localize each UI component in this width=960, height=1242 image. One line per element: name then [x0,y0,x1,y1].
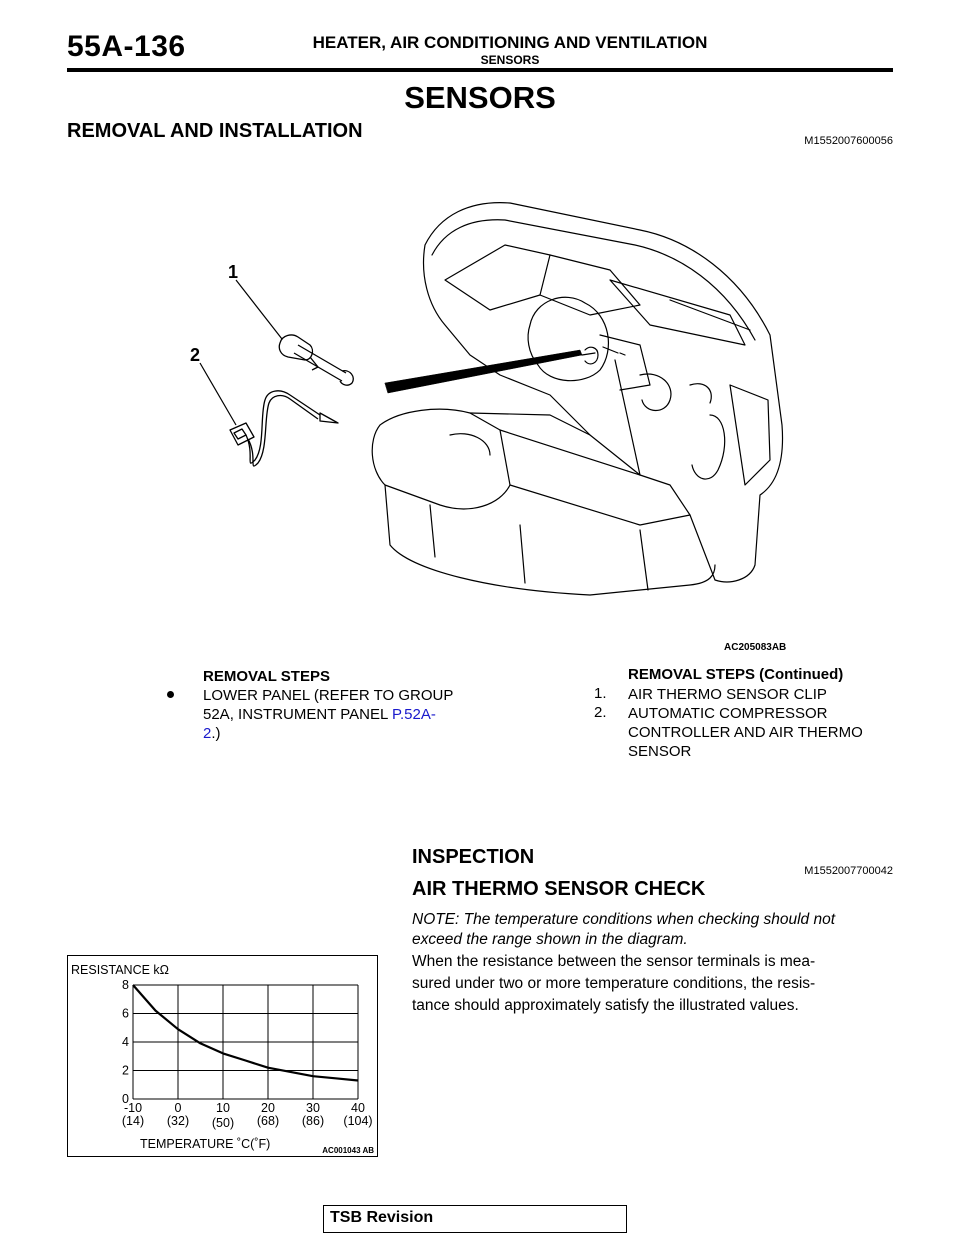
chart-x-tick-label-f: (32) [166,1114,190,1128]
chart-x-tick-label-f: (50) [211,1116,235,1130]
chart-x-tick-label-f: (14) [121,1114,145,1128]
header-rule [67,68,893,72]
inspection-body [412,951,892,1017]
chart-y-tick-label: 8 [122,978,129,992]
chart-x-tick-label: 30 [306,1101,320,1115]
header-subtitle: SENSORS [480,53,540,67]
step-2-text-line3: SENSOR [628,743,692,760]
callout-2: 2 [190,345,201,365]
step-2-text-line2: CONTROLLER AND AIR THERMO [628,724,863,741]
chart-x-tick-label-f: (86) [301,1114,325,1128]
chart-x-tick-label: 20 [261,1101,275,1115]
dashboard-outline [424,203,783,582]
chart-x-tick-label: 40 [351,1101,365,1115]
chart-figure-code: AC001043 AB [322,1146,374,1155]
body-line-2: sured under two or more temperature conditions, the resis- [412,975,816,992]
chart-series-line [133,985,358,1081]
step-2-number: 2. [594,704,607,721]
step-1-text: AIR THERMO SENSOR CLIP [628,686,827,703]
chart-ylabel: RESISTANCE kΩ [71,963,170,977]
chart-x-tick-label: 10 [216,1101,230,1115]
bullet-marker [167,691,174,698]
note-line-2: exceed the range shown in the diagram. [412,931,688,948]
note-line-1: NOTE: The temperature conditions when checking should not [412,911,836,928]
removal-steps-continued-heading: REMOVAL STEPS (Continued) [628,666,844,683]
chart-x-tick-label-f: (68) [256,1114,280,1128]
figure-code: AC205083AB [724,642,787,653]
page-title: SENSORS [404,80,556,115]
chart-x-tick-label-f: (104) [343,1114,373,1128]
chart-y-tick-label: 6 [122,1006,129,1021]
chart-xlabel: TEMPERATURE ˚C(˚F) [140,1137,271,1151]
sensor-harness-part [230,391,338,466]
air-thermo-sensor-check-title: AIR THERMO SENSOR CHECK [412,878,706,900]
body-line-1: When the resistance between the sensor terminals is mea- [412,953,816,970]
resistance-chart [67,955,378,1157]
callout-1: 1 [228,262,239,282]
chart-y-tick-label: 0 [122,1092,129,1106]
resistance-chart-svg [68,956,379,1158]
dashboard-illustration [170,185,810,645]
removal-section-code: M1552007600056 [804,135,893,147]
tsb-revision-label: TSB Revision [330,1209,434,1226]
chart-y-tick-label: 2 [122,1063,129,1078]
body-line-3: tance should approximately satisfy the illustrated values. [412,997,799,1014]
lower-panel-text: LOWER PANEL (REFER TO GROUP 52A, INSTRUMENT PANEL [203,687,454,723]
step-2-text-line1: AUTOMATIC COMPRESSOR [628,705,828,722]
chart-x-tick-label: -10 [123,1101,143,1115]
inspection-title: INSPECTION [412,846,535,868]
removal-section-title: REMOVAL AND INSTALLATION [67,120,363,142]
chart-y-tick-label: 4 [122,1035,129,1049]
step-1-number: 1. [594,685,607,702]
removal-steps-heading: REMOVAL STEPS [203,668,330,685]
page-number: 55A-136 [67,30,186,63]
sensor-clip-part [279,335,353,385]
inspection-note [412,910,892,950]
header-title: HEATER, AIR CONDITIONING AND VENTILATION [312,33,708,52]
instrument-panel-link[interactable]: P.52A- 2 [203,706,436,742]
lower-panel-close: .) [211,725,221,742]
inspection-code: M1552007700042 [804,865,893,877]
chart-x-tick-label: 0 [174,1101,182,1115]
removal-step-lower-panel [203,686,473,743]
